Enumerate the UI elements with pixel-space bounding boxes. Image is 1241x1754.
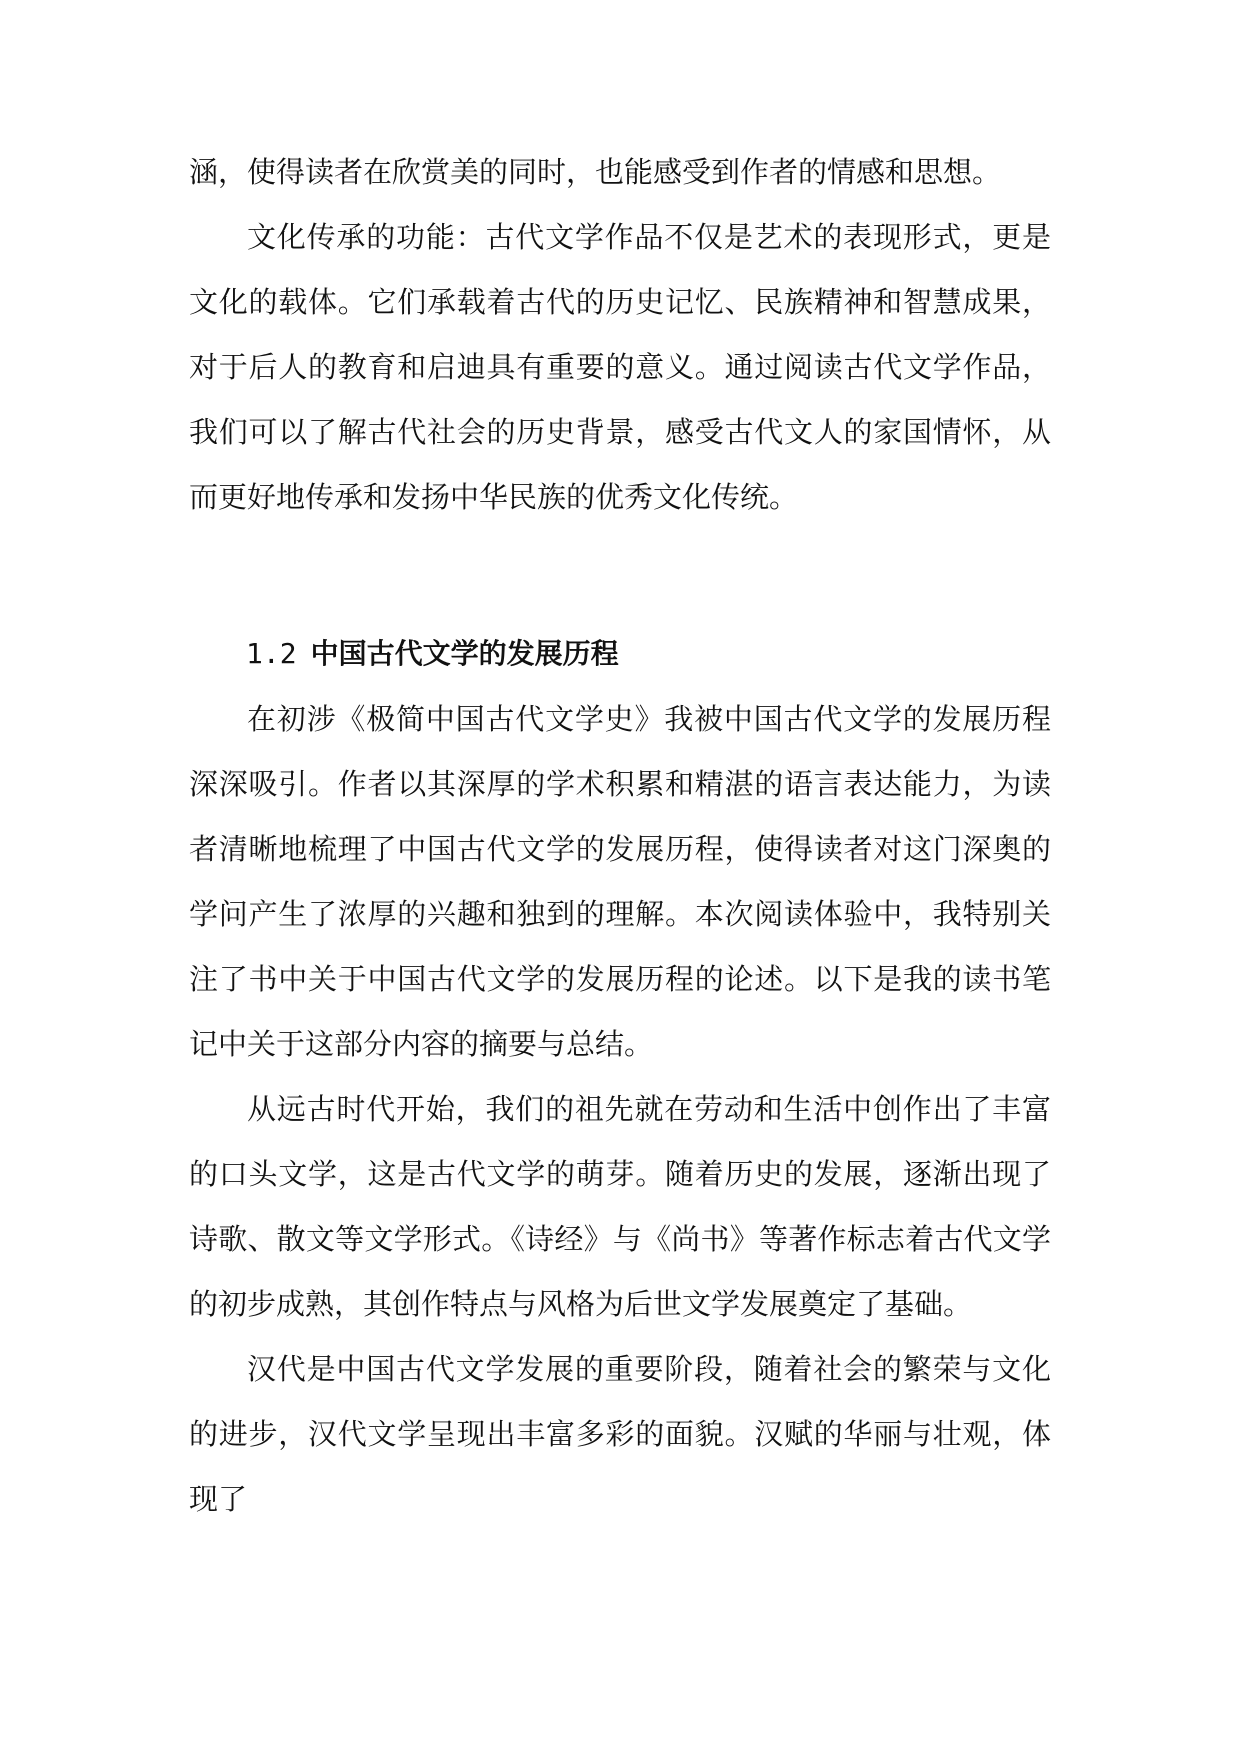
paragraph-ancient-origins: 从远古时代开始，我们的祖先就在劳动和生活中创作出了丰富的口头文学，这是古代文学的萌芽。随着历史的发展，逐渐出现了诗歌、散文等文学形式。《诗经》与《尚书》等著作标志着古代文学的初步成熟，其创作特点与风格为后世文学发展奠定了基础。 <box>189 1092 1051 1321</box>
section-number: 1.2 <box>246 637 297 670</box>
paragraph-continued: 涵，使得读者在欣赏美的同时，也能感受到作者的情感和思想。 <box>189 155 1002 189</box>
body-text-bottom <box>189 687 1051 1532</box>
paragraph-cultural-heritage: 文化传承的功能：古代文学作品不仅是艺术的表现形式，更是文化的载体。它们承载着古代的历史记忆、民族精神和智慧成果，对于后人的教育和启迪具有重要的意义。通过阅读古代文学作品，我们可以了解古代社会的历史背景，感受古代文人的家国情怀，从而更好地传承和发扬中华民族的优秀文化传统。 <box>189 220 1051 514</box>
paragraph-han-dynasty: 汉代是中国古代文学发展的重要阶段，随着社会的繁荣与文化的进步，汉代文学呈现出丰富多彩的面貌。汉赋的华丽与壮观，体现了 <box>189 1352 1051 1516</box>
body-text-top <box>189 140 1051 530</box>
paragraph-introduction: 在初涉《极简中国古代文学史》我被中国古代文学的发展历程深深吸引。作者以其深厚的学术积累和精湛的语言表达能力，为读者清晰地梳理了中国古代文学的发展历程，使得读者对这门深奥的学问产生了浓厚的兴趣和独到的理解。本次阅读体验中，我特别关注了书中关于中国古代文学的发展历程的论述。以下是我的读书笔记中关于这部分内容的摘要与总结。 <box>189 702 1051 1061</box>
section-heading <box>246 624 946 684</box>
section-title: 中国古代文学的发展历程 <box>310 637 619 670</box>
